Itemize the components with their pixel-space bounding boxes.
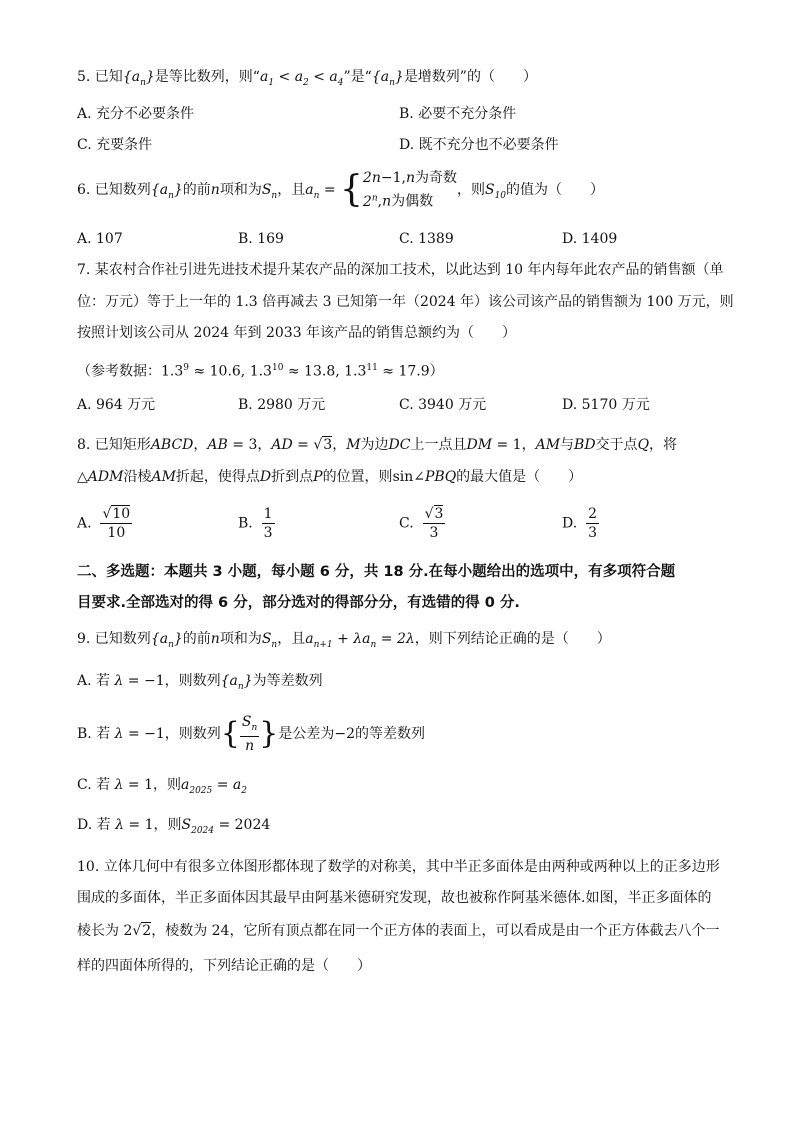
q9-option-d: D. 若 λ = 1，则$S_{2024} = 2024$: [77, 817, 271, 836]
question-10-line-2: 围成的多面体，半正多面体因其最早由阿基米德研究发现，故也被称作阿基米德体.如图，半正多面体的: [77, 890, 712, 906]
q9-option-a: A. 若 λ = −1，则数列$\{a_n\}$为等差数列: [77, 673, 323, 692]
q6-option-c: C. 1389: [399, 231, 454, 247]
question-8-line-1: 8. 已知矩形ABCD，AB = 3，AD = √3，M为边DC上一点且DM = 1，AM与BD交于点Q，将: [77, 437, 678, 453]
section-2-heading: 二、多选题：本题共 3 小题，每小题 6 分，共 18 分.在每小题给出的选项中，有多项符合题: [77, 564, 676, 580]
section-2-heading-cont: 目要求.全部选对的得 6 分，部分选对的得部分分，有选错的得 0 分.: [77, 595, 520, 611]
question-10-line-4: 样的四面体所得的，下列结论正确的是（ ）: [77, 958, 371, 974]
q7-option-d: D. 5170 万元: [562, 397, 650, 413]
question-10-line-1: 10. 立体几何中有很多立体图形都体现了数学的对称美，其中半正多面体是由两种或两种以上的正多边形: [77, 859, 720, 875]
q9-option-b: B. 若 λ = −1，则数列{ $\frac{S_n}{n}$ }是公差为−2的等差数列: [77, 713, 426, 755]
q9-option-c: C. 若 λ = 1，则$a_{2025} = a_2$: [77, 777, 247, 796]
question-7-reference: （参考数据：$1.3^9 \approx 10.6$, $1.3^{10} \approx 13.8$, $1.3^{11} \approx 17.9$）: [77, 363, 444, 380]
q8-option-d: D. $\frac{2}{3}$: [562, 506, 597, 541]
q6-option-b: B. 169: [238, 231, 284, 247]
q5-option-c: C. 充要条件: [77, 137, 153, 153]
q7-option-a: A. 964 万元: [77, 397, 156, 413]
question-7-line-1: 7. 某农村合作社引进先进技术提升某农产品的深加工技术，以此达到 10 年内每年此农产品的销售额（单: [77, 262, 724, 278]
q6-option-d: D. 1409: [562, 231, 618, 247]
q5-option-a: A. 充分不必要条件: [77, 106, 195, 122]
question-9: 9. 已知数列$\{a_n\}$的前n项和为$S_n$，且$a_{n+1} + \lambda a_n = 2\lambda$，则下列结论正确的是（ ）: [77, 631, 611, 650]
question-7-line-3: 按照计划该公司从 2024 年到 2033 年该产品的销售总额约为（ ）: [77, 325, 517, 341]
question-10-line-3: 棱长为 2√2，棱数为 24，它所有顶点都在同一个正方体的表面上，可以看成是由一个正方体截去八个一: [77, 923, 720, 939]
q5-option-d: D. 既不充分也不必要条件: [399, 137, 559, 153]
q8-option-a: A. $\frac{√10}{10}$: [77, 506, 131, 541]
q6-option-a: A. 107: [77, 231, 123, 247]
question-5: 5. 已知$\{a_n\}$是等比数列，则“$a_1 < a_2 < a_4$”是“$\{a_n\}$是增数列”的（ ）: [77, 69, 537, 88]
q7-option-c: C. 3940 万元: [399, 397, 487, 413]
q5-option-b: B. 必要不充分条件: [399, 106, 517, 122]
q8-option-c: C. $\frac{√3}{3}$: [399, 506, 444, 541]
question-8-line-2: △ADM沿棱AM折起，使得点D折到点P的位置，则sin∠PBQ的最大值是（ ）: [77, 469, 583, 485]
q7-option-b: B. 2980 万元: [238, 397, 326, 413]
question-6: 6. 已知数列$\{a_n\}$的前n项和为$S_n$，且$a_n = \{2n-1,n$为奇数 2$^n$,n为偶数，则$S_{10}$的值为（ ）: [77, 169, 605, 210]
q8-option-b: B. $\frac{1}{3}$: [238, 506, 273, 541]
question-7-line-2: 位：万元）等于上一年的 1.3 倍再减去 3 已知第一年（2024 年）该公司该产品的销售额为 100 万元，则: [77, 294, 734, 310]
